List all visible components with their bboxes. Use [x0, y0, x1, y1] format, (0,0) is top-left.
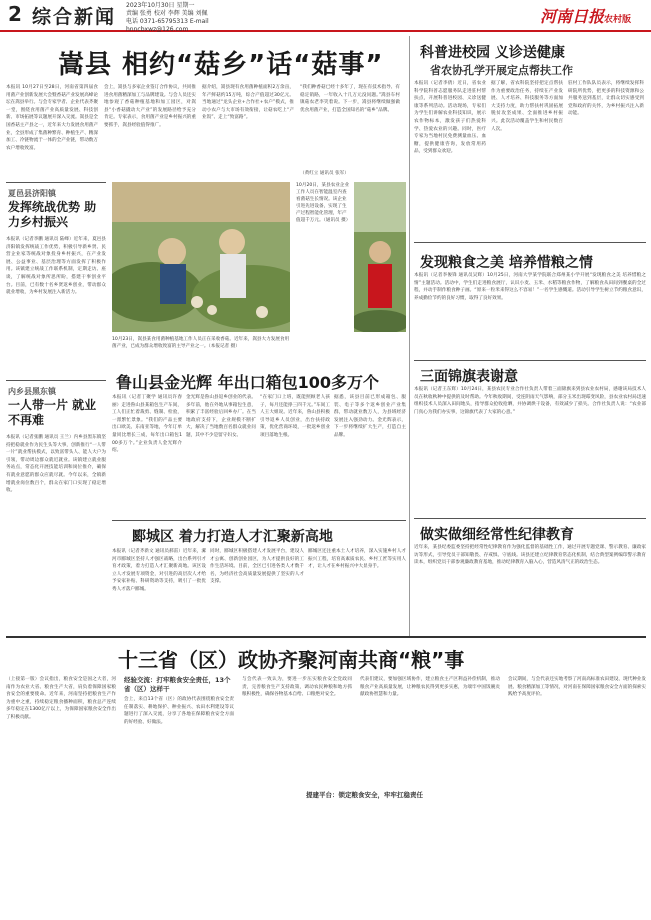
divider: [6, 182, 106, 183]
right-top-col3: 驻村工作队队员表示，将继续发挥科研院所优势，把更多的科技资源和公共服务送到基层，让群众切实感受到党和政府的关怀，为乡村振兴注入新动能。: [568, 81, 644, 117]
left-mid-kicker: 夏邑县济阳镇: [8, 189, 56, 198]
editors-line: 责编 张勇 校对 李辉 美编 刘佩: [126, 10, 208, 17]
left-mid-body: 本报讯（记者李鹏 通讯员 陆峰）近年来，夏邑县济阳镇发挥统战工作优势，积极引导新乡贤、民营企业家等统战对象投身乡村振兴，在产业发展、公益事业、基层治理等方面发挥了积极作用。该镇建立统战工作联系机制，定期走访、座谈，了解统战对象所思所盼，搭建干事创业平台。目前，已有数十名乡贤返乡创业，带动群众就业增收，为乡村发展注入新活力。: [6, 237, 106, 296]
left-mid-headline: 发挥统战优势 助力乡村振兴: [8, 200, 97, 229]
divider: [414, 518, 646, 519]
top-story-col4: “我们种香菇已经十多年了，现在有技术指导、有稳定销路，一年收入十几万元没问题。”嵩县车村镇菇农老李笑着说。下一步，嵩县将继续做强做优食用菌产业，打造全国知名的“菇乡”品牌。: [300, 85, 400, 113]
top-story-headline: 嵩县 相约“菇乡”话“菇事”: [58, 50, 384, 80]
mid-story-headline: 鲁山县金光辉 年出口箱包100多万个: [116, 373, 379, 392]
left-low-body: 本报讯（记者张鹏 通讯员 王兰）内乡县黑东镇坚持把稳就业作为民生头等大事，创新推行“一人带一片”就业帮扶模式，以致富带头人、能人大户为引领，带动周边群众就近就业。该镇建立就业服务站点，常态化开展技能培训和岗位推介，确保有就业意愿的群众应就尽就。今年以来，全镇新增就业岗位数百个，群众在家门口实现了稳定增收。: [6, 435, 106, 494]
right-top-headline: 科普进校园 义诊送健康: [420, 45, 565, 61]
right-low-body: 近年来，某县纪委监委坚持把经常性纪律教育作为强化监督的基础性工作，通过开展专题党课、警示教育、廉政家访等形式，引导党员干部知敬畏、存戒惧、守底线。该县还建立纪律教育常态化机制，结合典型案例编印警示教育读本，组织党员干部参观廉政教育基地，推动纪律教育入脑入心，营造风清气正的政治生态。: [414, 545, 646, 566]
right-top-subhead: 省农协孔学开展定点帮扶工作: [430, 64, 573, 77]
side-photo-caption: 10月20日，某县农业企业工作人员在智能温室内查看菌菇生长情况。该企业引进先进设备，实现了生产过程智能化管理，年产值超千万元。（通讯员 摄）: [296, 183, 350, 223]
right-mid-body: 本报讯（记者李俊锋 通讯员吴辉）10月25日，河南大学某学院联合郑州某小学开展“发现粮食之美 培养惜粮之情”主题活动。活动中，学生们走进粮食展厅，认识小麦、玉米、水稻等粮食作物，了解粮食从田间到餐桌的全过程，并动手制作粮食种子画。“原来一粒米来得这么不容易！”一名学生感慨道。活动引导学生树立节约粮食意识，养成勤俭节约的良好习惯，取得了良好效果。: [414, 273, 646, 301]
right-top-col2: 据了解，省农科院坚持把定点帮扶作为重要政治任务，持续在产业发展、人才培养、科技服务等方面加大支持力度，助力帮扶村巩固拓展脱贫攻坚成果、全面推进乡村振兴。此次活动覆盖学生和村民数百人次。: [491, 81, 563, 132]
right-low-headline: 做实做细经常性纪律教育: [420, 527, 574, 543]
divider: [112, 520, 406, 521]
column-divider: [409, 36, 410, 636]
divider: [6, 636, 646, 638]
right-top-col1: 本报讯（记者李倩）近日，省农业科学院科普志愿服务队走进驻村帮扶点，开展科普进校园、义诊送健康等系列活动。活动现场，专家们为学生们讲解农业科技知识，展示农作物标本，激发孩子们热爱科学、热爱农业的兴趣。同时，医疗专家为当地村民免费测量血压、血糖，提供健康咨询，发放常用药品，受到群众欢迎。: [414, 81, 486, 155]
mid-story-col1: 本报讯（记者丁聚学 通讯员许春丽）走进鲁山县某箱包生产车间，工人们正忙着裁剪、缝制、检验，一派繁忙景象。“我们的产品主要出口欧美、东南亚等地，今年订单量同比增长三成，每年出口箱包100多万个。”企业负责人金光辉介绍。: [112, 395, 182, 454]
top-story-col2: 会上，嵩县与多家企业签订合作协议，共同推进食用菌精深加工与品牌建设。与会人员还实地参观了香菇种植基地和加工园区，对嵩县“小香菇撬动大产业”的发展路径给予充分肯定。专家表示，食用菌产业是乡村振兴的重要抓手，嵩县经验值得推广。: [104, 85, 196, 128]
contact-line: [126, 18, 266, 34]
page-number: 2: [8, 2, 22, 26]
center-low-headline: 郾城区 着力打造人才汇聚新高地: [132, 529, 333, 545]
section-title: 综合新闻: [32, 6, 117, 28]
issue-date: 2023年10月30日 星期一: [126, 2, 195, 9]
logo-sub: 农村版: [604, 15, 632, 25]
right-mid-headline: 发现粮食之美 培养惜粮之情: [420, 255, 593, 271]
top-story-byline: （黄红立 通讯员 张军）: [300, 171, 349, 176]
divider: [414, 360, 646, 361]
main-photo: [112, 182, 290, 332]
right-mid2-body: 本报讯（记者王东辉）10月24日，某县农民专业合作社负责人带着三面锦旗来到县农业农村局，感谢该局技术人员在秋收秋种中提供的及时帮助。今年秋收期间，受连阴雨天气影响，部分玉米出现霉变风险，县农业农村局迅速组织技术人员深入田间地头，指导群众抢收抢晒，并协调烘干设备，有效减少了损失。合作社负责人说：“农业部门真心为我们办实事，这锦旗代表了大家的心意。”: [414, 387, 646, 415]
left-low-headline: 一人带一片 就业不再难: [8, 398, 97, 427]
bottom-story-headline: 十三省（区）政协齐聚河南共商“粮”事: [118, 648, 465, 672]
email: E-mail hnncbxwz@126.com: [126, 18, 209, 33]
center-low-col2: 同时，郾城区积极搭建人才发展平台，建设人才公寓、创新创业园区，为人才提供良好的工作生活环境。目前，全区已引进各类人才数千名，为经济社会高质量发展提供了坚实的人才支撑。: [210, 549, 304, 585]
masthead-info: [126, 2, 266, 34]
mid-story-col3: “在家门口上班，既能照顾老人孩子，每月还能挣三四千元。”车间工人王大姐说。近年来，鲁山县积极引导返乡人员创业，出台扶持政策，优化营商环境，一批返乡创业项目落地生根。: [260, 395, 330, 438]
mid-story-col4: 据悉，该县目前已形成箱包、服装、电子等多个返乡创业产业集群，带动就业数万人，为县域经济发展注入强劲动力。金光辉表示，下一步将继续扩大生产，打造自主品牌。: [334, 395, 406, 438]
divider: [414, 242, 646, 243]
bottom-story-col5: 会议期间，与会代表还实地考察了河南高标准农田建设、现代种业发展、粮食精深加工等情况，对河南在保障国家粮食安全方面的探索实践给予高度评价。: [508, 677, 646, 698]
bottom-story-col4: 代表们建议，要加强区域协作，建立粮食主产区利益补偿机制，推动粮食产业高质量发展，让种粮农民得到更多实惠，为端牢中国饭碗贡献政协智慧和力量。: [360, 677, 500, 698]
bottom-box-head1: 经验交流：打牢粮食安全责任，13个省（区）这样干: [124, 676, 231, 693]
newspaper-logo: 河南日报农村版: [540, 7, 632, 26]
bottom-story-col2: 会上，来自13个省（区）的政协代表围绕粮食安全责任制落实、耕地保护、种业振兴、农田水利建设等议题进行了深入交流，分享了各地在保障粮食安全方面的好经验、好做法。: [124, 697, 234, 725]
side-photo: [354, 182, 406, 332]
top-story-col1: 本报讯 10月27日至28日，河南省第四届食用菌产业创新发展大会暨香菇产业发展高峰论坛在嵩县举行。与会专家学者、企业代表齐聚一堂，围绕食用菌产业高质量发展、科技创新、市场拓展等议题展开深入交流。嵩县是全国香菇主产县之一，近年来大力发展食用菌产业，全县形成了集菌种繁育、种植生产、精深加工、冷链物流于一体的全产业链，带动数万农户增收致富。: [6, 85, 98, 151]
left-low-kicker: 内乡县黑东镇: [8, 387, 56, 396]
mid-story-col2: 金光辉是鲁山县返乡创业的代表。多年前，他在外地从事箱包生意，积累了丰富经验后回乡办厂。在当地政府支持下，企业规模不断扩大，解决了当地数百名群众就业问题，其中不少是留守妇女。: [186, 395, 256, 438]
divider: [6, 380, 106, 381]
top-story-col3: 据介绍，嵩县现有食用菌种植面积2万余亩，年产鲜菇约15万吨，综合产值超过30亿元。当地通过“龙头企业+合作社+农户”模式，推动小农户与大市场有效衔接，让菇农吃上“产业饭”、走上“致富路”。: [202, 85, 294, 121]
center-low-col3: 郾城区还注重本土人才培养，深入实施乡村人才振兴工程，培育高素质农民、乡村工匠等实用人才，让人才在乡村振兴中大显身手。: [308, 549, 406, 570]
phone: 电话 0371-65795313: [126, 18, 188, 25]
right-mid2-headline: 三面锦旗表谢意: [420, 369, 518, 385]
bottom-story-col3: 与会代表一致认为，要进一步压实粮食安全党政同责，完善粮食生产支持政策，调动农民种粮和地方抓粮积极性，确保谷物基本自给、口粮绝对安全。: [242, 677, 352, 698]
main-photo-caption: 10月23日，嵩县某食用菌种植基地工作人员正在采收香菇。近年来，嵩县大力发展食用菌产业，已成为群众增收致富的主导产业之一。（本报记者 摄）: [112, 337, 290, 349]
bottom-box-head2: 提建平台：锁定粮食安全，牢牢扛稳责任: [306, 791, 423, 799]
bottom-story-col1: （上接第一版）会议指出，粮食安全是国之大者，河南作为农业大省、粮食生产大省，肩负着保障国家粮食安全的重要使命。近年来，河南坚持把粮食生产作为重中之重，持续稳定粮食播种面积，粮食总产连续多年稳定在1300亿斤以上，为保障国家粮食安全作出了积极贡献。: [6, 677, 116, 720]
center-low-col1: 本报讯（记者齐新文 通讯员郝雷）近年来，漯河市郾城区坚持人才强区战略，出台系列引才育才政策，着力打造人才汇聚新高地。该区设立人才发展专项资金，对引进的高层次人才给予安家补贴、科研资助等支持，吸引了一批优秀人才落户郾城。: [112, 549, 206, 592]
